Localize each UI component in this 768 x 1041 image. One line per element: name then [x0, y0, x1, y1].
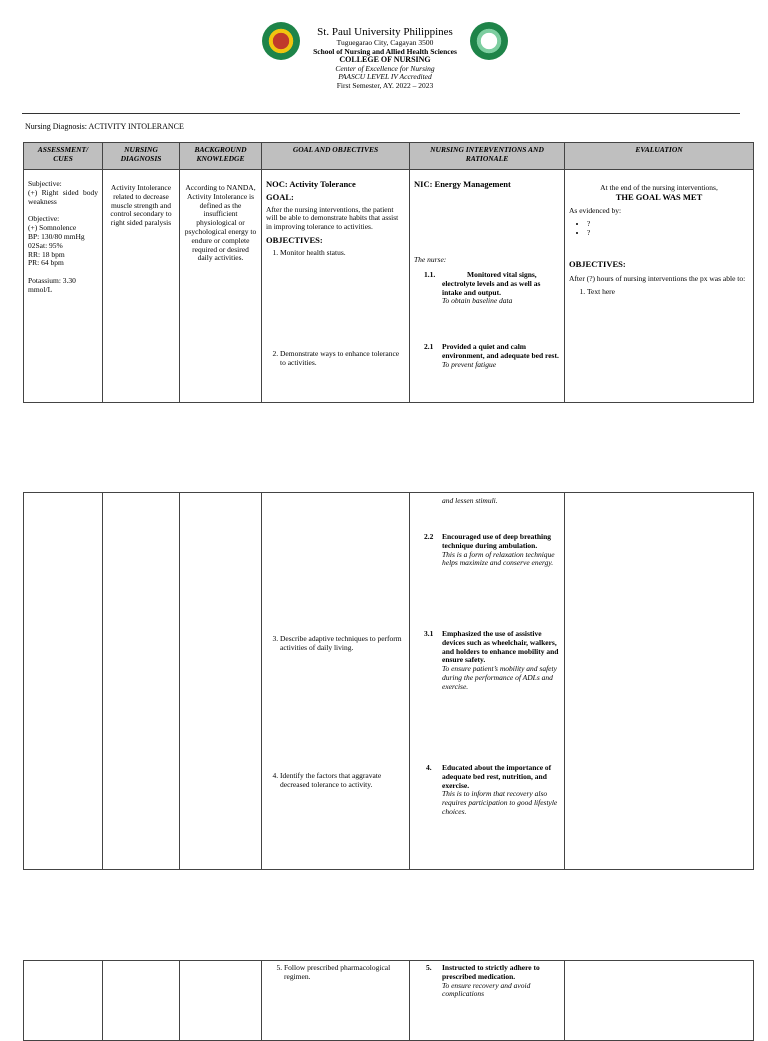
objective-1: 1. Monitor health status.	[280, 249, 405, 258]
intervention-2-2-num: 2.2	[424, 532, 434, 541]
o2sat-value: 02Sat: 95%	[28, 240, 63, 250]
header-text	[300, 26, 470, 90]
potassium-value: Potassium: 3.30 mmol/L	[28, 276, 76, 294]
goal-text: After the nursing interventions, the patient will be able to demonstrate habits that assist in improving tolerance to activities.	[266, 204, 399, 232]
bp-value: BP: 130/80 mmHg	[28, 231, 85, 241]
evaluation-after-text: After (?) hours of nursing interventions the px was able to:	[569, 273, 746, 283]
assessment-cell	[24, 170, 103, 403]
objectives-label: OBJECTIVES:	[266, 234, 323, 245]
objective-4: 4. Identify the factors that aggravate decreased tolerance to activity.	[280, 772, 405, 790]
intervention-5-num: 5.	[426, 963, 432, 972]
intervention-2-2-text: Encouraged use of deep breathing technique during ambulation.	[442, 532, 552, 550]
rr-value: RR: 18 bpm	[28, 249, 65, 259]
interventions-cell	[410, 170, 565, 403]
intervention-3-1-text: Emphasized the use of assistive devices such as wheelchair, walkers, and holders to enhance mobility and ensure safety.	[442, 629, 559, 665]
subjective-label: Subjective:	[28, 179, 62, 188]
objective-2: 2. Demonstrate ways to enhance tolerance to activities.	[280, 350, 405, 368]
table-body-row-2	[24, 493, 754, 870]
intervention-1-1-rationale: To obtain baseline data	[442, 296, 513, 306]
intervention-2-2-rationale: This is a form of relaxation technique helps maximize and conserve energy.	[442, 549, 555, 568]
intervention-5-text: Instructed to strictly adhere to prescribed medication.	[442, 963, 540, 981]
background-cell-2	[180, 493, 262, 870]
goal-met-status: THE GOAL WAS MET	[615, 191, 703, 202]
intervention-2-1	[424, 343, 560, 369]
university-seal-logo	[262, 22, 300, 60]
the-nurse-label: The nurse:	[414, 255, 447, 264]
objectives-list-c	[266, 635, 405, 653]
university-name: St. Paul University Philippines	[317, 26, 453, 38]
nic-label: NIC: Energy Management	[414, 179, 511, 189]
intervention-3-1-rationale: To ensure patient’s mobility and safety during the performance of ADLs and exercise.	[442, 664, 557, 691]
table-body-row	[24, 170, 754, 403]
goal-label: GOAL:	[266, 191, 294, 202]
intervention-5-rationale: To ensure recovery and avoid complications	[442, 980, 531, 999]
nursing-diagnosis-line: Nursing Diagnosis: ACTIVITY INTOLERANCE	[25, 122, 184, 131]
care-plan-table-2	[23, 492, 754, 870]
evaluation-intro: At the end of the nursing interventions,	[600, 183, 718, 192]
assessment-cell-2	[24, 493, 103, 870]
pr-value: PR: 64 bpm	[28, 258, 64, 268]
intervention-4-text: Educated about the importance of adequate bed rest, nutrition, and exercise.	[442, 763, 552, 790]
document-header	[0, 20, 768, 100]
table-header-row	[24, 143, 754, 170]
header-divider	[22, 113, 740, 114]
intervention-4-rationale: This is to inform that recovery also requires participation to good lifestyle choices.	[442, 789, 558, 816]
semester-line: First Semester, AY. 2022 – 2023	[336, 80, 434, 90]
objective-5: 5. Follow prescribed pharmacological regimen.	[284, 964, 405, 982]
intervention-3-1	[424, 630, 560, 692]
col-background: BACKGROUND KNOWLEDGE	[180, 143, 262, 170]
interventions-cell-2	[410, 493, 565, 870]
evidence-list	[569, 220, 749, 238]
evidence-item-1: • ?	[587, 220, 749, 229]
intervention-1-1-text: Monitored vital signs, electrolyte levels and as well as intake and output.	[442, 270, 541, 297]
university-address: Tuguegarao City, Cagayan 3500	[336, 38, 434, 47]
evaluation-item-1: 1. Text here	[587, 288, 749, 297]
intervention-2-1-num: 2.1	[424, 342, 434, 351]
assessment-cell-3	[24, 961, 103, 1041]
diagnosis-cell-3	[103, 961, 180, 1041]
subjective-text: (+) Right sided body weakness	[28, 187, 98, 206]
goals-cell	[262, 170, 410, 403]
nursing-diagnosis-cell: Activity Intolerance related to decrease muscle strength and control secondary to right sided paralysis	[103, 170, 180, 403]
intervention-5	[414, 964, 560, 999]
care-plan-table-3	[23, 960, 754, 1041]
excellence-line: Center of Excellence for Nursing	[335, 63, 435, 73]
intervention-4-num: 4.	[426, 763, 432, 772]
evidence-item-2: • ?	[587, 229, 749, 238]
objectives-list-e	[266, 964, 405, 982]
intervention-3-1-num: 3.1	[424, 629, 434, 638]
background-cell-3	[180, 961, 262, 1041]
nursing-college-logo	[470, 22, 508, 60]
school-name: School of Nursing and Allied Health Sciences	[313, 46, 457, 56]
goals-cell-3	[262, 961, 410, 1041]
intervention-2-1-rationale: To prevent fatigue	[442, 359, 497, 369]
col-goals: GOAL AND OBJECTIVES	[262, 143, 410, 170]
objectives-list-d	[266, 772, 405, 790]
col-evaluation: EVALUATION	[565, 143, 754, 170]
evaluation-objectives-list	[569, 288, 749, 297]
intervention-1-1	[424, 271, 560, 306]
goals-cell-2	[262, 493, 410, 870]
intervention-2-1-text: Provided a quiet and calm environment, and adequate bed rest.	[442, 342, 559, 360]
intervention-1-1-num: 1.1.	[424, 270, 436, 279]
somnolence: (+) Somnolence	[28, 223, 77, 233]
care-plan-table-1	[23, 142, 754, 403]
evidenced-by: As evidenced by:	[569, 205, 622, 215]
evaluation-cell-3	[565, 961, 754, 1041]
college-name: COLLEGE OF NURSING	[339, 55, 431, 64]
col-interventions: NURSING INTERVENTIONS AND RATIONALE	[410, 143, 565, 170]
intervention-2-1-rationale-cont: and lessen stimuli.	[442, 496, 498, 505]
col-diagnosis: NURSING DIAGNOSIS	[103, 143, 180, 170]
background-cell: According to NANDA, Activity Intolerance is defined as the insufficient physiological or psychological energy to endure or complete required or desired daily activities.	[180, 170, 262, 403]
objectives-list-a	[266, 249, 405, 258]
objective-label: Objective:	[28, 214, 60, 224]
evaluation-cell	[565, 170, 754, 403]
noc-label: NOC: Activity Tolerance	[266, 179, 356, 189]
accreditation-line: PAASCU LEVEL IV Accredited	[338, 72, 432, 81]
col-assessment: ASSESSMENT/ CUES	[24, 143, 103, 170]
intervention-2-2	[424, 533, 560, 568]
evaluation-cell-2	[565, 493, 754, 870]
evaluation-objectives-label: OBJECTIVES:	[569, 258, 626, 269]
table-body-row-3	[24, 961, 754, 1041]
intervention-4	[424, 764, 560, 817]
interventions-cell-3	[410, 961, 565, 1041]
objective-3: 3. Describe adaptive techniques to perform activities of daily living.	[280, 635, 405, 653]
diagnosis-cell-2	[103, 493, 180, 870]
objectives-list-b	[266, 350, 405, 368]
